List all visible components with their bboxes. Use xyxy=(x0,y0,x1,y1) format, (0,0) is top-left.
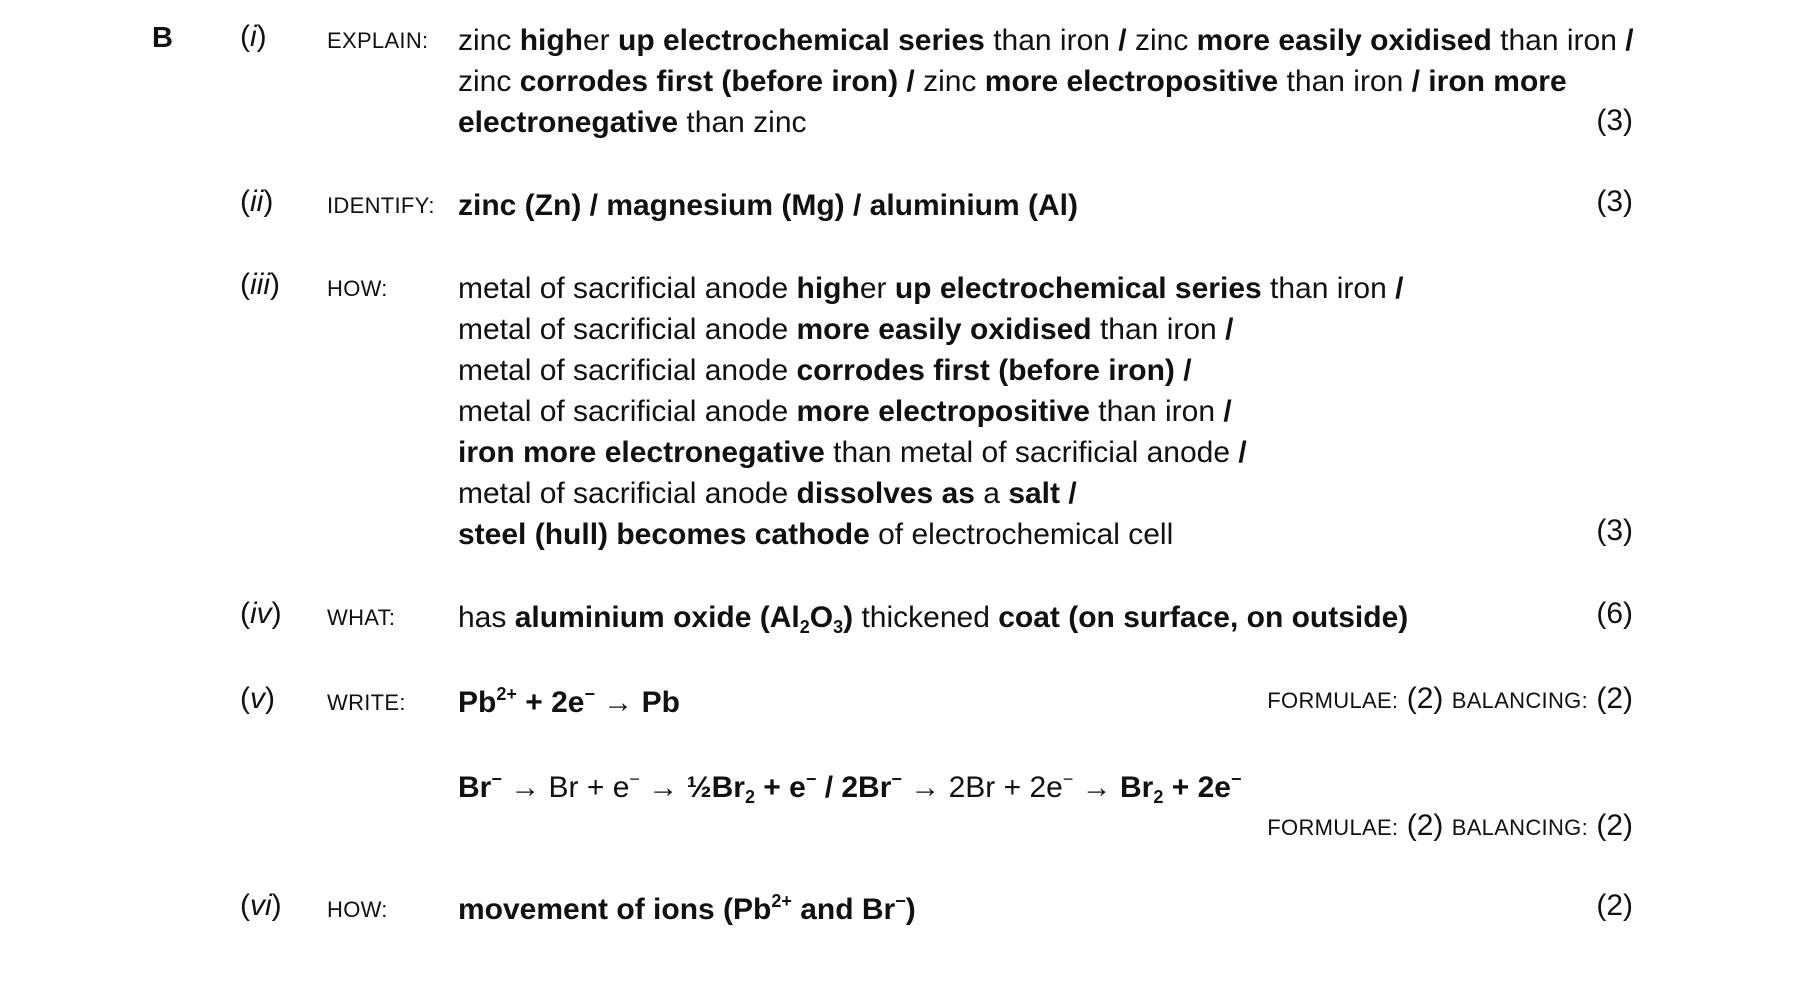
answer-run: 2Br + 2e xyxy=(948,771,1063,804)
answer-run: salt / xyxy=(1008,477,1077,510)
answer-run: zinc (Zn) / magnesium (Mg) / aluminium (Al) xyxy=(458,189,1078,222)
answer-run: er xyxy=(583,24,619,57)
answer-line xyxy=(458,268,1638,309)
marks-breakdown xyxy=(1267,809,1633,843)
answer-run: Br + e xyxy=(548,771,630,804)
answer-run: − xyxy=(584,684,595,704)
answer-run: − xyxy=(891,769,902,789)
answer-run: 2+ xyxy=(771,891,792,911)
command-word: IDENTIFY: xyxy=(327,193,435,218)
answer-run: 3 xyxy=(833,617,844,637)
answer-run: up electrochemical series xyxy=(894,272,1262,305)
answer-run: 2 xyxy=(744,787,755,807)
answer-run: / xyxy=(1223,395,1232,428)
answer-run: ) xyxy=(905,893,916,926)
answer-run: / xyxy=(1238,436,1247,469)
answer-run: corrodes first (before iron) / xyxy=(519,65,915,98)
answer-text xyxy=(458,767,1638,808)
marks-value: (6) xyxy=(1596,597,1633,630)
answer-run: ½Br xyxy=(686,771,745,804)
answer-run: than iron xyxy=(984,24,1119,57)
answer-run: + e xyxy=(754,771,806,804)
answer-run: / xyxy=(1225,313,1234,346)
answer-run: and Br xyxy=(791,893,896,926)
answer-text xyxy=(458,185,1638,226)
part-number: (iii) xyxy=(240,268,280,301)
answer-run: metal of sacrificial anode xyxy=(458,313,797,346)
answer-run: ) xyxy=(843,601,854,634)
answer-line xyxy=(458,767,1638,808)
answer-line xyxy=(458,350,1638,391)
formulae-marks: (2) xyxy=(1406,809,1444,842)
answer-run: than iron xyxy=(1491,24,1626,57)
answer-run: more electropositive xyxy=(984,65,1279,98)
answer-run: more easily oxidised xyxy=(796,313,1092,346)
answer-run: metal of sacrificial anode xyxy=(458,272,797,305)
answer-line xyxy=(458,20,1638,61)
answer-line xyxy=(458,391,1638,432)
answer-text xyxy=(458,268,1638,555)
marks-value: (3) xyxy=(1596,104,1633,137)
answer-line xyxy=(458,102,1638,143)
answer-text xyxy=(458,889,1638,930)
answer-run: corrodes first (before iron) / xyxy=(796,354,1192,387)
formulae-label: FORMULAE: xyxy=(1267,688,1399,713)
answer-run: metal of sacrificial anode xyxy=(458,354,797,387)
answer-run: than iron xyxy=(1091,313,1226,346)
answer-run: → xyxy=(639,771,687,804)
answer-run: → xyxy=(901,771,949,804)
answer-line xyxy=(458,185,1638,226)
answer-run: thickened xyxy=(853,601,999,634)
answer-run: 2 xyxy=(1153,787,1164,807)
answer-run: − xyxy=(1062,769,1074,789)
answer-run: / xyxy=(1625,24,1634,57)
part-number: (vi) xyxy=(240,889,282,922)
balancing-label: BALANCING: xyxy=(1451,815,1588,840)
answer-run: of electrochemical cell xyxy=(869,518,1174,551)
answer-run: metal of sacrificial anode xyxy=(458,477,797,510)
answer-line xyxy=(458,61,1638,102)
answer-run: high xyxy=(796,272,860,305)
answer-run: than iron xyxy=(1278,65,1412,98)
answer-run: er xyxy=(859,272,895,305)
answer-run: than metal of sacrificial anode xyxy=(824,436,1239,469)
part-number: (iv) xyxy=(240,597,282,630)
answer-line xyxy=(458,473,1638,514)
answer-run: / xyxy=(1395,272,1404,305)
answer-run: high xyxy=(519,24,583,57)
answer-run: electronegative xyxy=(458,106,679,139)
part-number: (i) xyxy=(240,20,267,53)
marks-value: (3) xyxy=(1596,514,1633,547)
command-word: WHAT: xyxy=(327,605,396,630)
marks-value: (3) xyxy=(1596,185,1633,218)
answer-run: than zinc xyxy=(678,106,807,139)
command-word: WRITE: xyxy=(327,690,406,715)
answer-line xyxy=(458,889,1638,930)
part-number: (v) xyxy=(240,682,275,715)
formulae-marks: (2) xyxy=(1406,682,1444,715)
answer-text xyxy=(458,20,1638,143)
section-letter: B xyxy=(152,22,173,54)
answer-run: dissolves as xyxy=(796,477,975,510)
answer-run: → xyxy=(594,686,642,719)
formulae-label: FORMULAE: xyxy=(1267,815,1399,840)
answer-run: has xyxy=(458,601,515,634)
command-word: EXPLAIN: xyxy=(327,28,429,53)
answer-run: than iron xyxy=(1089,395,1224,428)
answer-run: zinc xyxy=(458,65,520,98)
answer-run: zinc xyxy=(914,65,985,98)
answer-run: Pb xyxy=(458,686,497,719)
marks-breakdown xyxy=(1267,682,1633,716)
answer-run: metal of sacrificial anode xyxy=(458,395,797,428)
answer-run: more electropositive xyxy=(796,395,1090,428)
answer-run: − xyxy=(629,769,640,789)
answer-run: + xyxy=(516,686,552,719)
answer-run: more easily oxidised xyxy=(1196,24,1492,57)
answer-line xyxy=(458,309,1638,350)
answer-run: aluminium oxide (Al xyxy=(514,601,800,634)
answer-run: Br xyxy=(458,771,492,804)
answer-line xyxy=(458,432,1638,473)
answer-run: → xyxy=(501,771,549,804)
answer-line xyxy=(458,597,1638,638)
answer-run: → xyxy=(1073,771,1121,804)
balancing-marks: (2) xyxy=(1596,682,1633,715)
answer-run: 2 xyxy=(799,617,810,637)
answer-run: iron more electronegative xyxy=(458,436,825,469)
answer-run: Br xyxy=(1120,771,1154,804)
answer-run: zinc xyxy=(458,24,520,57)
answer-run: − xyxy=(895,891,906,911)
answer-run: a xyxy=(974,477,1009,510)
command-word: HOW: xyxy=(327,897,388,922)
answer-run: − xyxy=(491,769,502,789)
answer-run: Pb xyxy=(641,686,680,719)
answer-run: 2e xyxy=(551,686,585,719)
answer-run: movement of ions (Pb xyxy=(458,893,772,926)
answer-run: O xyxy=(809,601,834,634)
answer-run: coat (on surface, on outside) xyxy=(998,601,1409,634)
answer-run: steel (hull) becomes cathode xyxy=(458,518,870,551)
answer-run: + 2e xyxy=(1163,771,1231,804)
answer-run: up electrochemical series xyxy=(618,24,985,57)
answer-line xyxy=(458,514,1638,555)
answer-run: than iron xyxy=(1261,272,1396,305)
answer-run: zinc xyxy=(1126,24,1197,57)
marks-value: (2) xyxy=(1596,889,1633,922)
command-word: HOW: xyxy=(327,276,388,301)
answer-run: / xyxy=(1118,24,1127,57)
balancing-label: BALANCING: xyxy=(1451,688,1588,713)
part-number: (ii) xyxy=(240,185,274,218)
answer-run: / iron more xyxy=(1411,65,1567,98)
answer-run: 2+ xyxy=(496,684,517,704)
answer-run: / 2Br xyxy=(816,771,892,804)
answer-text xyxy=(458,597,1638,638)
balancing-marks: (2) xyxy=(1596,809,1633,842)
answer-run: − xyxy=(805,769,817,789)
answer-run: − xyxy=(1230,769,1242,789)
